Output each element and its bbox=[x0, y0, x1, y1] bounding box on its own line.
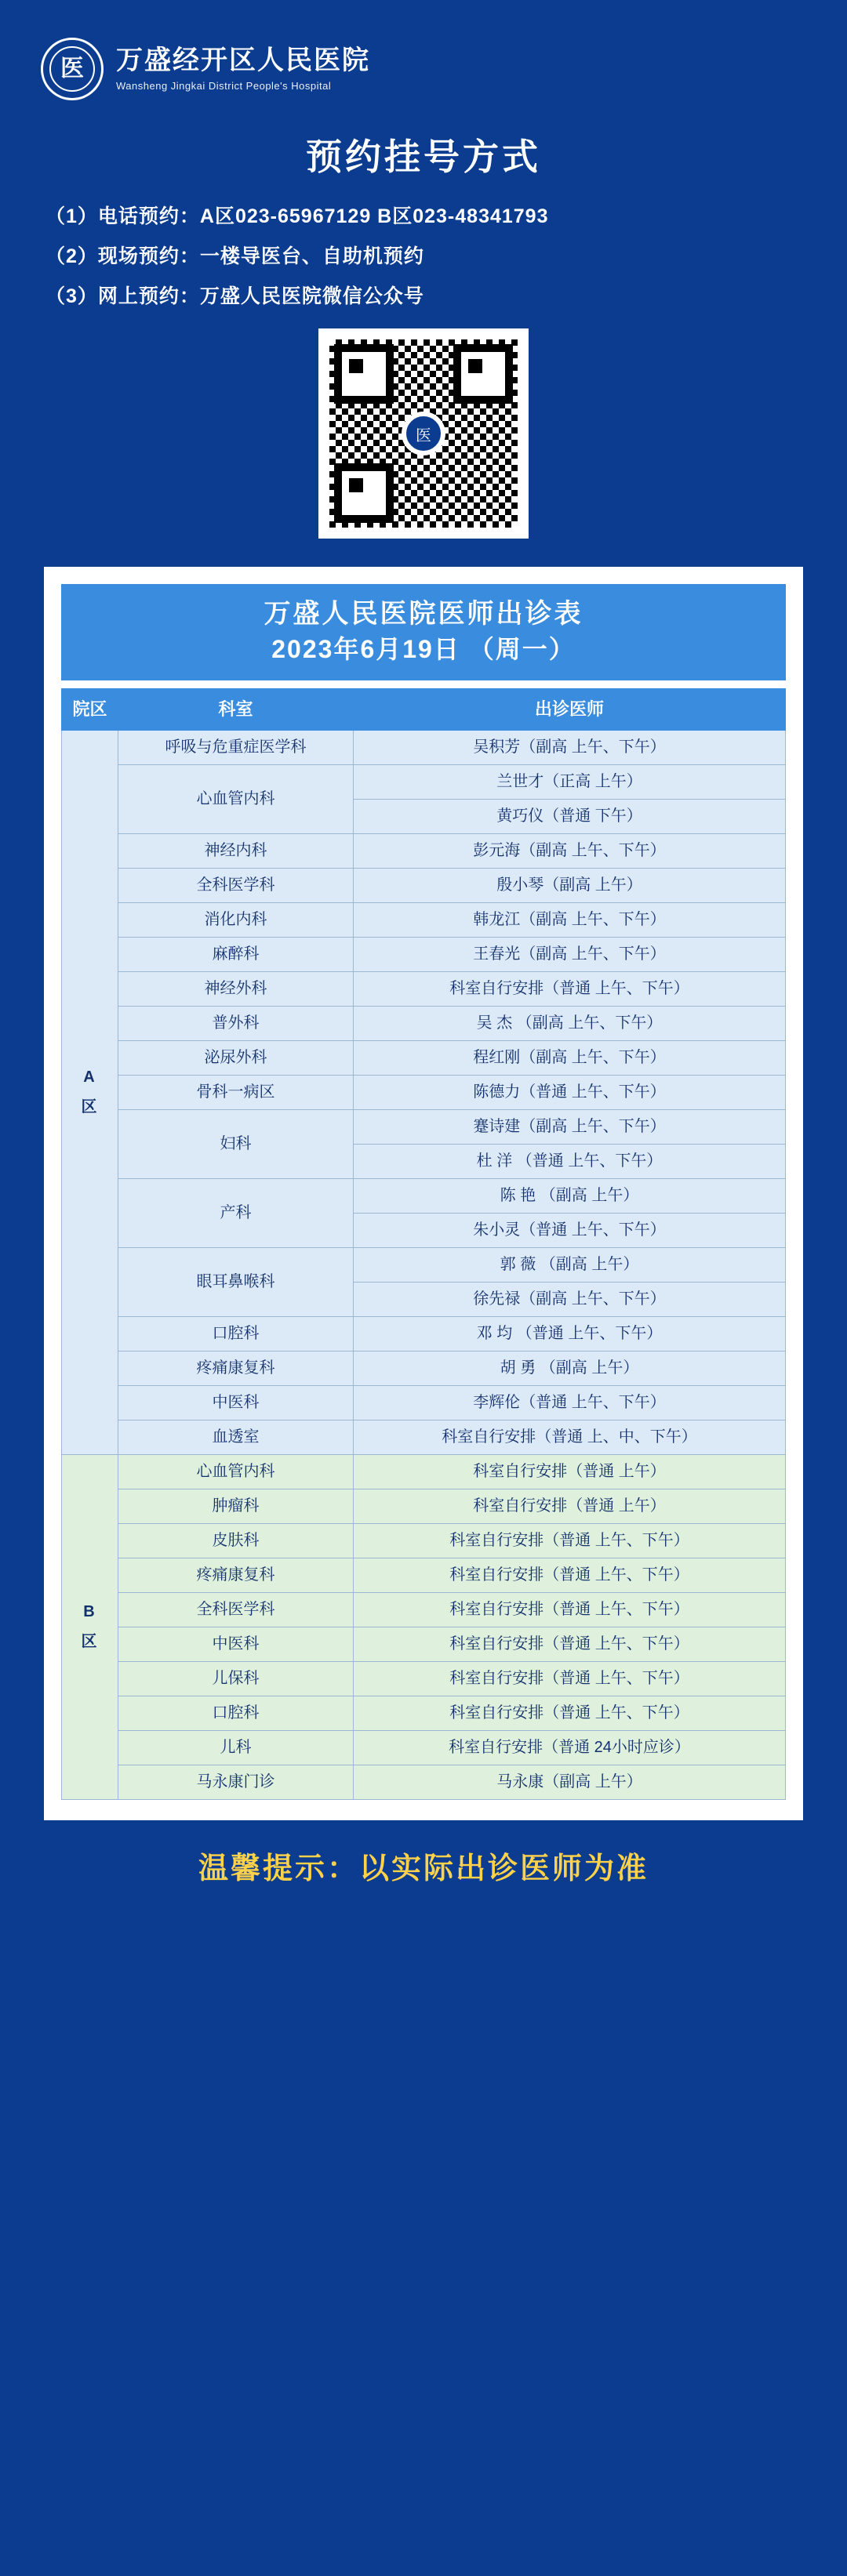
booking-method-online: （3）网上预约：万盛人民医院微信公众号 bbox=[45, 285, 424, 307]
booking-method-onsite: （2）现场预约：一楼导医台、自助机预约 bbox=[45, 245, 424, 267]
cell-department: 麻醉科 bbox=[118, 937, 354, 971]
table-row bbox=[62, 1454, 786, 1489]
zone-label-a bbox=[62, 730, 118, 1454]
cell-department: 妇科 bbox=[118, 1109, 354, 1178]
cell-department: 肿瘤科 bbox=[118, 1489, 354, 1523]
cell-doctor: 王春光（副高 上午、下午） bbox=[354, 937, 786, 971]
qr-center-logo-icon bbox=[402, 412, 445, 455]
qr-finder-bottom-left-icon bbox=[334, 463, 394, 523]
cell-doctor: 科室自行安排（普通 上午、下午） bbox=[354, 1661, 786, 1696]
table-row bbox=[62, 1696, 786, 1730]
cell-department: 疼痛康复科 bbox=[118, 1558, 354, 1592]
qr-pattern bbox=[329, 339, 518, 528]
cell-doctor: 陈 艳 （副高 上午） bbox=[354, 1178, 786, 1213]
table-row bbox=[62, 1316, 786, 1351]
cell-doctor: 科室自行安排（普通 上午、下午） bbox=[354, 1558, 786, 1592]
table-body bbox=[62, 730, 786, 1799]
cell-doctor: 科室自行安排（普通 上午、下午） bbox=[354, 1592, 786, 1627]
col-header-department: 科室 bbox=[118, 689, 354, 731]
cell-doctor: 科室自行安排（普通 上、中、下午） bbox=[354, 1420, 786, 1454]
cell-doctor: 科室自行安排（普通 上午） bbox=[354, 1454, 786, 1489]
cell-department: 心血管内科 bbox=[118, 764, 354, 833]
cell-doctor: 科室自行安排（普通 24小时应诊） bbox=[354, 1730, 786, 1765]
cell-doctor: 程红刚（副高 上午、下午） bbox=[354, 1040, 786, 1075]
cell-doctor: 科室自行安排（普通 上午、下午） bbox=[354, 1696, 786, 1730]
cell-department: 马永康门诊 bbox=[118, 1765, 354, 1799]
cell-doctor: 科室自行安排（普通 上午） bbox=[354, 1489, 786, 1523]
table-row bbox=[62, 1661, 786, 1696]
logo-inner-glyph: 医 bbox=[49, 46, 95, 92]
cell-department: 神经内科 bbox=[118, 833, 354, 868]
table-row bbox=[62, 1247, 786, 1282]
table-row bbox=[62, 902, 786, 937]
cell-doctor: 彭元海（副高 上午、下午） bbox=[354, 833, 786, 868]
zone-label-char: A bbox=[83, 1068, 96, 1087]
table-header-row bbox=[62, 689, 786, 731]
cell-doctor: 黄巧仪（普通 下午） bbox=[354, 799, 786, 833]
booking-method-phone: （1）电话预约：A区023-65967129 B区023-48341793 bbox=[45, 205, 549, 227]
cell-department: 眼耳鼻喉科 bbox=[118, 1247, 354, 1316]
cell-doctor: 吴积芳（副高 上午、下午） bbox=[354, 730, 786, 764]
col-header-doctor: 出诊医师 bbox=[354, 689, 786, 731]
cell-department: 中医科 bbox=[118, 1385, 354, 1420]
wechat-qr-code[interactable] bbox=[318, 328, 529, 539]
cell-department: 全科医学科 bbox=[118, 868, 354, 902]
schedule-title-line1: 万盛人民医院医师出诊表 bbox=[264, 599, 583, 629]
cell-doctor: 邓 均 （普通 上午、下午） bbox=[354, 1316, 786, 1351]
cell-department: 中医科 bbox=[118, 1627, 354, 1661]
cell-department: 口腔科 bbox=[118, 1696, 354, 1730]
cell-doctor: 兰世才（正高 上午） bbox=[354, 764, 786, 799]
cell-doctor: 马永康（副高 上午） bbox=[354, 1765, 786, 1799]
cell-doctor: 吴 杰 （副高 上午、下午） bbox=[354, 1006, 786, 1040]
cell-department: 心血管内科 bbox=[118, 1454, 354, 1489]
qr-center-glyph: 医 bbox=[405, 415, 442, 452]
table-row bbox=[62, 1730, 786, 1765]
table-row bbox=[62, 1420, 786, 1454]
hospital-name-en: Wansheng Jingkai District People's Hospital bbox=[116, 80, 332, 93]
table-row bbox=[62, 1385, 786, 1420]
cell-doctor: 蹇诗建（副高 上午、下午） bbox=[354, 1109, 786, 1144]
hospital-header bbox=[0, 0, 847, 100]
qr-finder-top-left-icon bbox=[334, 344, 394, 404]
table-row bbox=[62, 1178, 786, 1213]
table-row bbox=[62, 868, 786, 902]
schedule-title bbox=[61, 584, 786, 680]
cell-department: 泌尿外科 bbox=[118, 1040, 354, 1075]
cell-doctor: 韩龙江（副高 上午、下午） bbox=[354, 902, 786, 937]
table-row bbox=[62, 1489, 786, 1523]
cell-department: 皮肤科 bbox=[118, 1523, 354, 1558]
cell-doctor: 李辉伦（普通 上午、下午） bbox=[354, 1385, 786, 1420]
cell-doctor: 徐先禄（副高 上午、下午） bbox=[354, 1282, 786, 1316]
cell-department: 儿保科 bbox=[118, 1661, 354, 1696]
footer-notice: 温馨提示：以实际出诊医师为准 bbox=[198, 1852, 649, 1885]
page-title: 预约挂号方式 bbox=[306, 136, 541, 177]
qr-finder-top-right-icon bbox=[453, 344, 513, 404]
schedule-title-line2: 2023年6月19日 （周一） bbox=[271, 634, 576, 663]
schedule-table bbox=[61, 688, 786, 1800]
cell-doctor: 胡 勇 （副高 上午） bbox=[354, 1351, 786, 1385]
table-row bbox=[62, 1592, 786, 1627]
table-row bbox=[62, 1351, 786, 1385]
table-row bbox=[62, 1523, 786, 1558]
table-row bbox=[62, 937, 786, 971]
table-row bbox=[62, 833, 786, 868]
cell-doctor: 科室自行安排（普通 上午、下午） bbox=[354, 1523, 786, 1558]
hospital-name-block bbox=[116, 46, 370, 92]
zone-label-char: B bbox=[83, 1603, 96, 1621]
cell-department: 口腔科 bbox=[118, 1316, 354, 1351]
table-row bbox=[62, 764, 786, 799]
table-row bbox=[62, 971, 786, 1006]
hospital-logo-icon bbox=[41, 38, 104, 100]
cell-department: 血透室 bbox=[118, 1420, 354, 1454]
table-row bbox=[62, 1075, 786, 1109]
table-row bbox=[62, 1558, 786, 1592]
cell-department: 全科医学科 bbox=[118, 1592, 354, 1627]
cell-department: 普外科 bbox=[118, 1006, 354, 1040]
cell-doctor: 科室自行安排（普通 上午、下午） bbox=[354, 971, 786, 1006]
schedule-card bbox=[44, 567, 803, 1820]
cell-doctor: 朱小灵（普通 上午、下午） bbox=[354, 1213, 786, 1247]
cell-doctor: 科室自行安排（普通 上午、下午） bbox=[354, 1627, 786, 1661]
table-row bbox=[62, 730, 786, 764]
cell-department: 消化内科 bbox=[118, 902, 354, 937]
table-row bbox=[62, 1040, 786, 1075]
table-row bbox=[62, 1109, 786, 1144]
cell-department: 呼吸与危重症医学科 bbox=[118, 730, 354, 764]
cell-doctor: 杜 洋 （普通 上午、下午） bbox=[354, 1144, 786, 1178]
zone-label-char: 区 bbox=[81, 1633, 99, 1651]
cell-doctor: 郭 薇 （副高 上午） bbox=[354, 1247, 786, 1282]
booking-methods-list bbox=[45, 207, 847, 307]
zone-label-b bbox=[62, 1454, 118, 1799]
cell-department: 产科 bbox=[118, 1178, 354, 1247]
cell-doctor: 陈德力（普通 上午、下午） bbox=[354, 1075, 786, 1109]
table-row bbox=[62, 1627, 786, 1661]
cell-department: 骨科一病区 bbox=[118, 1075, 354, 1109]
table-row bbox=[62, 1006, 786, 1040]
hospital-name-cn: 万盛经开区人民医院 bbox=[116, 45, 370, 75]
cell-doctor: 殷小琴（副高 上午） bbox=[354, 868, 786, 902]
table-row bbox=[62, 1765, 786, 1799]
col-header-area: 院区 bbox=[62, 689, 118, 731]
zone-label-char: 区 bbox=[81, 1098, 99, 1116]
cell-department: 神经外科 bbox=[118, 971, 354, 1006]
cell-department: 疼痛康复科 bbox=[118, 1351, 354, 1385]
cell-department: 儿科 bbox=[118, 1730, 354, 1765]
